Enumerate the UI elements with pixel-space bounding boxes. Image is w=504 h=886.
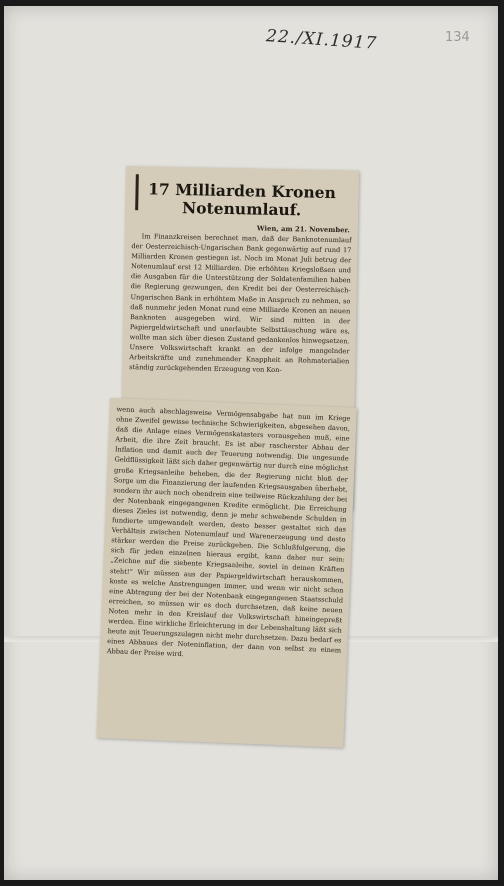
article-headline: 17 Milliarden Kronen Notenumlauf. bbox=[148, 179, 337, 220]
article-paragraph-2: wenn auch abschlagsweise Vermögensabgabe hat nun im Kriege ohne Zweifel gewisse technische Schwierigkeiten, abgesehen davon, daß die Anlage eines Vermögenskatasters vorausgehen muß, eine Arbeit, die ihre Zeit braucht. Es ist aber rascherster Abbau der Inflation und damit auch der Teuerung notwendig. Die ungesunde Geldflüssigkeit läßt sich daher gegenwärtig nur durch eine möglichst große Kriegsanleihe beheben, die der Regierung nicht bloß der Sorge um die Finanzierung der laufenden Kriegsausgaben überhebt, sondern ihr auch noch obendrein eine teilweise Rückzahlung der bei der Notenbank eingegangenen Kredite ermöglicht. Die Erreichung dieses Zieles ist notwendig, denn je mehr schwebende Schulden in fundierte umgewandelt werden, desto besser gestaltet sich das Verhältnis zwischen Notenumlauf und Warenerzeugung und desto stärker werden die Preise zurückgehen. Die Schlußfolgerung, die sich für jeden einzelnen hieraus ergibt, kann daher nur sein: „Zeichne auf die siebente Kriegsanleihe, soviel in deinen Kräften steht!“ Wir müssen aus der Papiergeldwirtschaft herauskommen, koste es welche Anstrengungen immer, und wenn wir nicht schon eine Abtragung der bei der Notenbank eingegangenen Staatsschuld erreichen, so müssen wir es doch durchsetzen, daß keine neuen Noten mehr in den Kreislauf der Volkswirtschaft hineingepreßt werden. Eine wirkliche Erleichterung in der Lebenshaltung läßt sich heute mit Teuerungszulagen nicht mehr durchsetzen. Dazu bedarf es eines Abbaues der Noteninflation, der dann von selbst zu einem Abbau der Preise wird. bbox=[106, 405, 351, 659]
page-number: 134 bbox=[445, 30, 470, 45]
handwritten-date: 22./XI.1917 bbox=[265, 26, 378, 54]
article-paragraph-1: Im Finanzkreisen berechnet man, daß der Banknotenumlauf der Oesterreichisch-Ungarischen Bank gegenwärtig auf rund 17 Milliarden Kronen gestiegen ist. Noch im Monat Juli betrug der Notenumlauf erst 12 Milliarden. Die erhöhten Kriegsloßsen und die Ausgaben für die Unterstützung der Soldatenfamilien haben die Regierung gezwungen, den Kredit bei der Oesterreichisch-Ungarischen Bank in erhöhtem Maße in Anspruch zu nehmen, so daß nunmehr jeden Monat rund eine Milliarde Kronen an neuen Banknoten ausgegeben wird. Wir sind mitten in der Papiergeldwirtschaft und unerlaubte Selbsttäuschung wäre es, wollte man sich über diesen Zustand gedankenlos hinwegsetzen. Unsere Volkswirtschaft krankt an der infolge mangelnder Arbeitskräfte und zunehmender Knappheit an Rohmaterialien ständig zurückgehenden Erzeugung von Kon- bbox=[129, 232, 352, 375]
newspaper-clipping-lower bbox=[96, 398, 356, 748]
archive-sheet bbox=[4, 6, 498, 880]
article-dateline: Wien, am 21. November. bbox=[256, 224, 350, 235]
